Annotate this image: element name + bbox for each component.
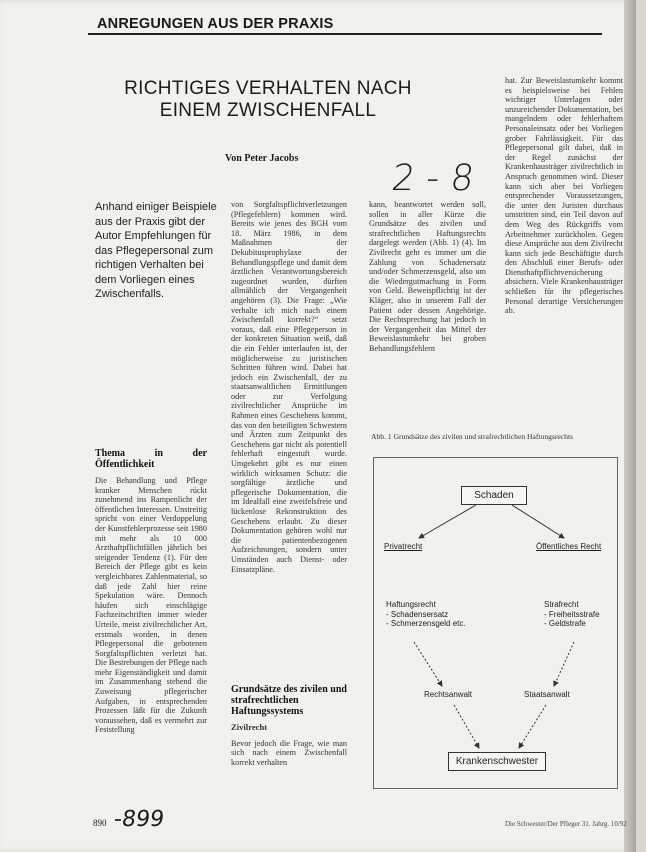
col2-heading: Grundsätze des zivilen und strafrechtlichen Haftungssystems	[231, 684, 347, 717]
node-schaden: Schaden	[461, 486, 527, 505]
lead-paragraph: Anhand einiger Beispiele aus der Praxis gibt der Autor Empfehlungen für das Pflegepersonal zum richtigen Verhalten bei dem Vorliegen eines Zwischenfalls.	[95, 201, 217, 300]
haftungsrecht-label: Haftungsrecht	[386, 600, 436, 609]
col3-body: kann, beantwortet werden soll, sollen in aller Kürze die Grundsätze des zivilen und strafrechtlichen Haftungsrechts dargelegt werden (Abb. 1) (4). Im Zivilrecht geht es immer um die Zahlung von Schadenersatz und/oder Schmerzensgeld, also um die Wiedergutmachung in Form von Geld. Beweispflichtig ist der Kläger, also in unserem Fall der Patient oder dessen Angehörige. Die Rechtsprechung hat jedoch in der Vergangenheit das Mittel der Beweislastumkehr bei groben Behandlungsfehlern	[369, 200, 486, 353]
node-oeffentliches-recht: Öffentliches Recht	[536, 542, 602, 551]
handwritten-annotation: 2 - 8	[389, 158, 477, 199]
arrow-to-oeffentliches	[512, 505, 564, 538]
node-haftungsrecht	[386, 600, 466, 629]
column-1	[95, 448, 207, 803]
figure-diagram	[373, 457, 618, 789]
node-rechtsanwalt: Rechtsanwalt	[424, 690, 473, 699]
strafrecht-label: Strafrecht	[544, 600, 579, 609]
geldstrafe-label: - Geldstrafe	[544, 619, 586, 628]
col1-body: Die Behandlung und Pflege kranker Menschen rückt zunehmend ins Rampenlicht der öffentlichen Interessen. Unstreitig spricht von einer Verdoppelung der Kunstfehlerprozesse seit 1980 mit mehr als 10 000 Arzthaftpflichtfällen jährlich bei steigender Tendenz (1). Für den Bereich der Pflege gibt es kein vergleichbares Zahlenmaterial, so daß jede Zahl hier reine Spekulation wäre. Dennoch häufen sich einschlägige Fachzeitschriften immer wieder Urteile, meist zivilrechtlicher Art, erstmals worden, in denen Pflegepersonal die gebotenen Sorgfaltspflichten verletzt hat. Die Bestrebungen der Pflege nach mehr Eigenständigkeit und damit im Zusammenhang stehend die Zuweisung pflegerischer Aufgaben, in entsprechenden Prozessen läßt für die Zukunft voraussehen, daß es vermehrt zur Feststellung	[95, 476, 207, 735]
col2-subheading: Zivilrecht	[231, 722, 268, 732]
arrow-staatsanwalt-to-schwester	[519, 705, 546, 748]
title-line-2: EINEM ZWISCHENFALL	[159, 100, 377, 121]
col4-body: hat. Zur Beweislastumkehr kommt es beispielsweise bei Fehlen wichtiger Unterlagen oder unzureichender Dokumentation, bei mangelndem oder fehlerhaftem Personaleinsatz oder bei Vorliegen grober Fahrlässigkeit. Für das Pflegepersonal gilt dabei, daß in der Regel zunächst der Krankenhausträger zivilrechtlich in Anspruch genommen wird. Dieser kann sich aber bei Vorliegen entsprechender Voraussetzungen, die unter den Juristen durchaus umstritten sind, ein Teil davon auf dem Weg des Rückgriffs vom Arbeitnehmer zurückholen. Gegen diese Ansprüche aus dem Zivilrecht kann sich jede Beschäftigte durch den Abschluß einer Berufs- oder Diensthaftpflichtversicherung absichern. Viele Krankenhausträger schließen für ihr pflegerisches Personal derartige Versicherungen ab.	[505, 76, 623, 316]
article-title	[88, 78, 448, 122]
arrow-to-staatsanwalt	[554, 642, 574, 686]
arrow-to-privatrecht	[419, 505, 476, 538]
col2-body-2: Bevor jedoch die Frage, wie man sich nach einem Zwischenfall korrekt verhalten	[231, 738, 347, 767]
page-edge-shadow	[624, 0, 636, 852]
node-krankenschwester: Krankenschwester	[448, 752, 546, 771]
node-staatsanwalt: Staatsanwalt	[524, 690, 570, 699]
section-heading: ANREGUNGEN AUS DER PRAXIS	[97, 16, 334, 32]
column-4	[505, 76, 623, 416]
column-3	[369, 200, 486, 413]
col1-heading: Thema in der Öffentlichkeit	[95, 448, 207, 470]
col2-body: von Sorgfaltspflichtverletzungen (Pflegefehlern) kommen wird. Bereits wie jenes des BGH vom 18. März 1986, in dem Maßnahmen der Dekubitusprophylaxe der Behandlungspflege und damit dem ärztlichen Verantwortungsbereich zugeordnet wurden, dürften allmählich der Vergangenheit angehören (3). Die Frage: „Wie verhalte ich mich nach einem Zwischenfall korrekt?“ setzt voraus, daß eine Pflegeperson in der konkreten Situation weiß, daß die ein Fehler unterlaufen ist, der möglicherweise zu juristischen Schritten führen wird. Dabei hat jedoch ein Zwischenfall, der zu staatsanwaltlichen Ermittlungen oder zur Verfolgung zivilrechtlicher Ansprüche im Rahmen eines Geschehens kommt, das von den beteiligten Schwestern und Ärzten zum Zeitpunkt des Geschehens gar nicht als potentiell fehlerhaft eingestuft wurde. Umgekehrt gibt es nur einen wirklich wirksamen Schutz: die sorgfältige ärztliche und pflegerische Dokumentation, die im Idealfall eine zweifelsfreie und lückenlose Rekonstruktion des Geschehens erlaubt. Zu dieser Dokumentation gehören wohl nur die patientenbezogenen Aufzeichnungen, sondern unter Umständen auch Dienst- oder Einsatzpläne.	[231, 200, 347, 574]
header-rule	[88, 33, 602, 35]
author-line: Von Peter Jacobs	[225, 153, 299, 164]
journal-footer: Die Schwester/Der Pfleger 31. Jahrg. 10/92	[505, 820, 627, 828]
column-2	[231, 200, 347, 806]
freiheitsstrafe-label: - Freiheitsstrafe	[544, 609, 600, 619]
schadensersatz-label: - Schadensersatz	[386, 609, 449, 619]
handwritten-page-range: -899	[112, 807, 166, 832]
page-number: 890	[93, 818, 107, 828]
figure-caption: Abb. 1 Grundsätze des zivilen und strafrechtlichen Haftungsrechts	[371, 432, 574, 441]
title-line-1: RICHTIGES VERHALTEN NACH	[124, 78, 412, 99]
arrow-to-rechtsanwalt	[414, 642, 442, 686]
schmerzensgeld-label: - Schmerzensgeld etc.	[386, 619, 466, 628]
node-strafrecht	[544, 600, 600, 629]
node-privatrecht: Privatrecht	[384, 542, 423, 551]
arrow-rechtsanwalt-to-schwester	[454, 705, 479, 748]
